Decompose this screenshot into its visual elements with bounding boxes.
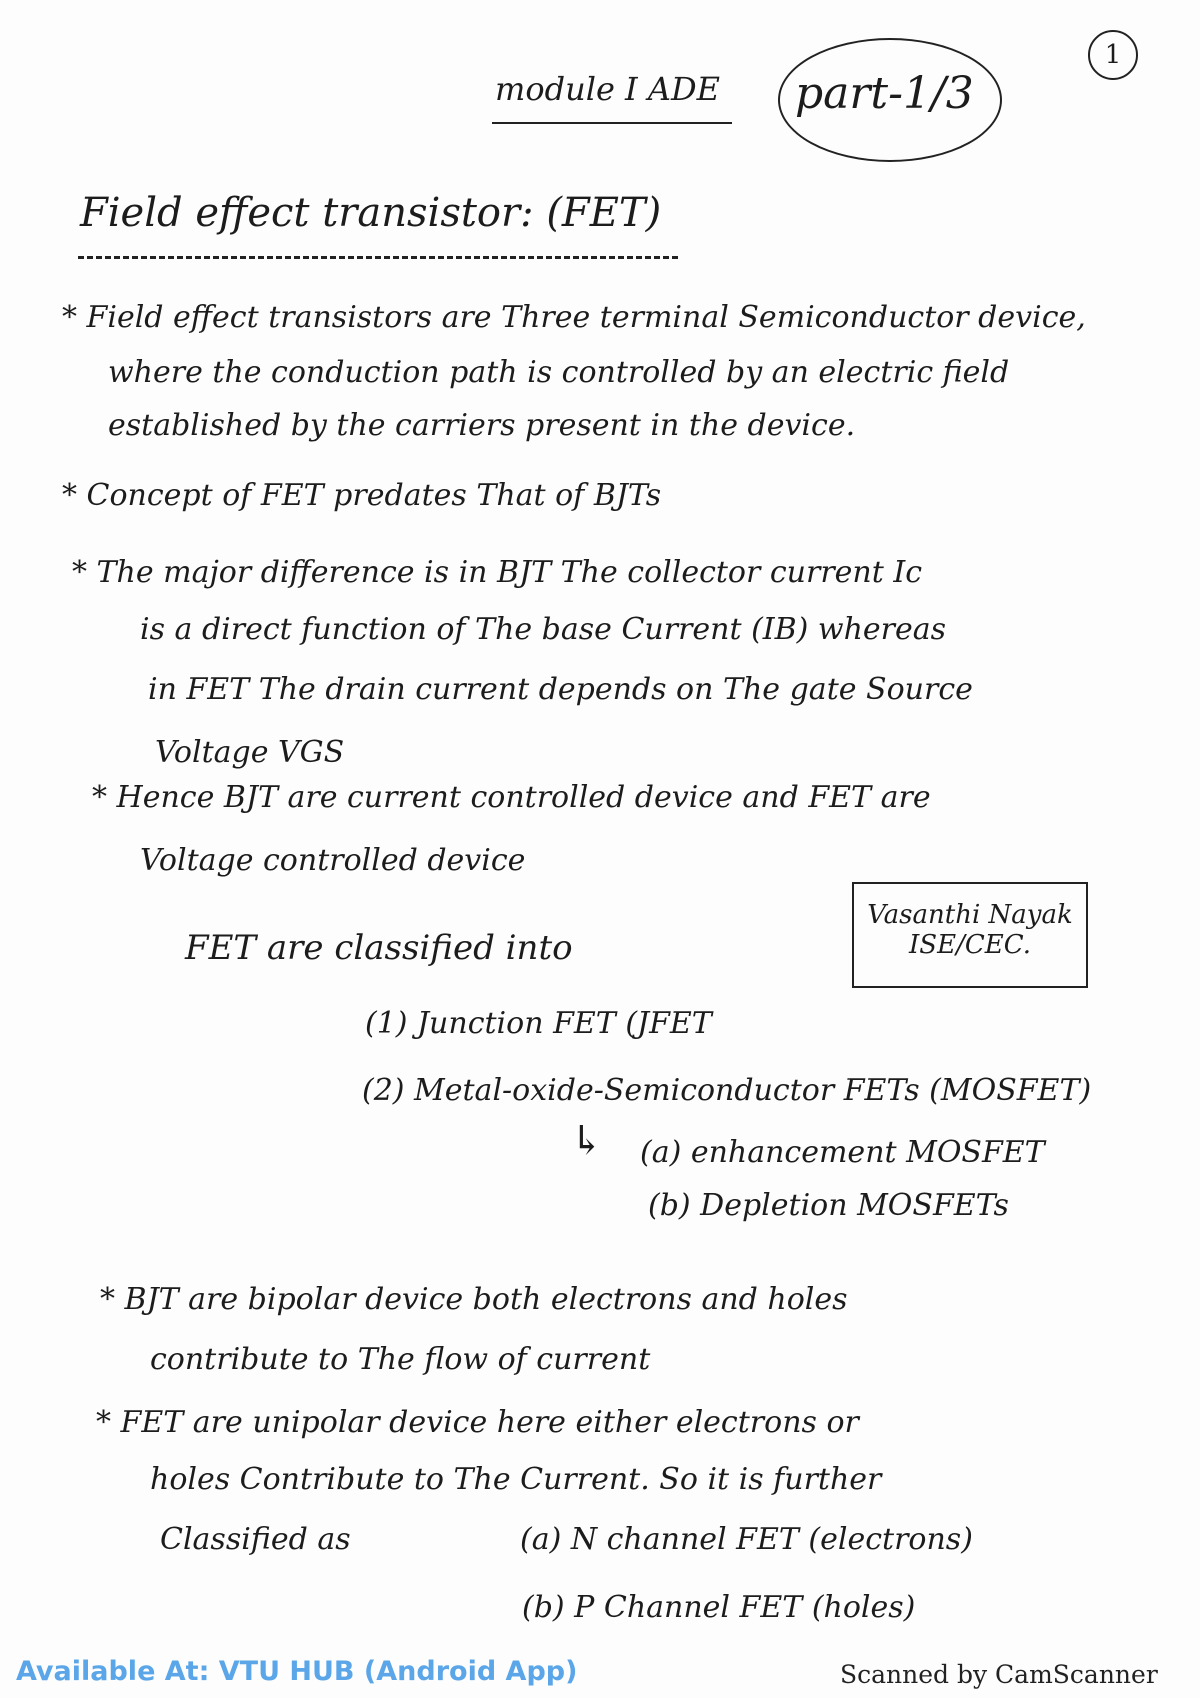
list-item-jfet: (1) Junction FET (JFET [365, 1006, 712, 1041]
text-line: * BJT are bipolar device both electrons and holes [100, 1282, 848, 1317]
text-line: contribute to The flow of current [150, 1342, 651, 1377]
text-line: * The major difference is in BJT The collector current Ic [72, 555, 922, 590]
author-box [852, 882, 1088, 988]
list-subitem-n-channel: (a) N channel FET (electrons) [520, 1522, 973, 1557]
list-item-mosfet: (2) Metal-oxide-Semiconductor FETs (MOSFET) [362, 1073, 1092, 1108]
text-line: Voltage VGS [155, 735, 345, 770]
arrow-icon: ↳ [570, 1118, 604, 1164]
module-underline [492, 122, 732, 124]
footer-scanner-label: Scanned by CamScanner [840, 1660, 1158, 1689]
text-line: * Hence BJT are current controlled device and FET are [92, 780, 931, 815]
page-number: 1 [1088, 30, 1138, 80]
text-line: in FET The drain current depends on The gate Source [148, 672, 973, 707]
text-line: * FET are unipolar device here either electrons or [96, 1405, 859, 1440]
text-line: is a direct function of The base Current (IB) whereas [140, 612, 947, 647]
classify-heading: FET are classified into [185, 928, 573, 968]
text-line: established by the carriers present in the device. [108, 408, 856, 443]
list-subitem-enhancement: (a) enhancement MOSFET [640, 1135, 1045, 1170]
text-line: Voltage controlled device [140, 843, 526, 878]
footer-source-link[interactable]: Available At: VTU HUB (Android App) [16, 1656, 578, 1687]
author-dept: ISE/CEC. [909, 930, 1031, 960]
text-line: where the conduction path is controlled by an electric field [108, 355, 1010, 390]
text-line: Classified as [160, 1522, 351, 1557]
title-underline [78, 256, 678, 259]
list-subitem-depletion: (b) Depletion MOSFETs [648, 1188, 1009, 1223]
module-heading: module I ADE [495, 70, 720, 108]
part-label: part-1/3 [795, 68, 974, 119]
page-title: Field effect transistor: (FET) [80, 190, 662, 236]
list-subitem-p-channel: (b) P Channel FET (holes) [522, 1590, 916, 1625]
author-name: Vasanthi Nayak [867, 900, 1073, 930]
text-line: * Field effect transistors are Three terminal Semiconductor device, [62, 300, 1086, 335]
text-line: holes Contribute to The Current. So it is further [150, 1462, 882, 1497]
text-line: * Concept of FET predates That of BJTs [62, 478, 662, 513]
